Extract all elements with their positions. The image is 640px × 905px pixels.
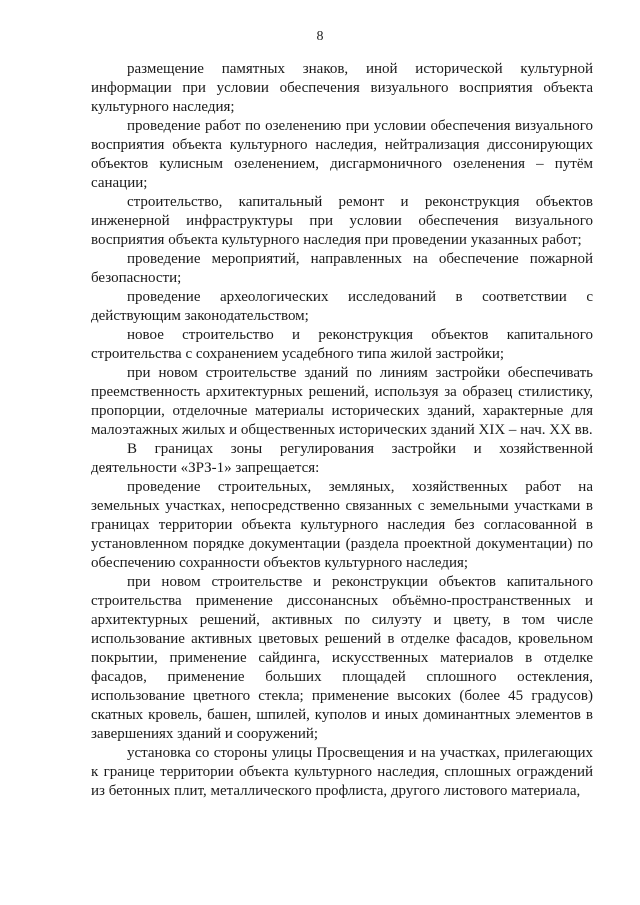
paragraph-fencing: установка со стороны улицы Просвещения и на участках, прилегающих к границе территории объекта культурного наследия, сплошных ограждений из бетонных плит, металлического профлиста, другого листового материала,	[91, 745, 593, 799]
paragraph-memorial-signs: размещение памятных знаков, иной исторической культурной информации при условии обеспечения визуального восприятия объекта культурного наследия;	[91, 61, 593, 115]
paragraph-infrastructure: строительство, капитальный ремонт и реконструкция объектов инженерной инфраструктуры при условии обеспечения визуального восприятия объекта культурного наследия при проведении указанных работ;	[91, 194, 593, 248]
paragraph-fire-safety: проведение мероприятий, направленных на обеспечение пожарной безопасности;	[91, 251, 593, 286]
paragraph-earthworks: проведение строительных, земляных, хозяйственных работ на земельных участках, непосредственно связанных с земельными участками в границах территории объекта культурного наследия без согласованной в установленном порядке документации (раздела проектной документации) по обеспечению сохранности объектов культурного наследия;	[91, 479, 593, 571]
paragraph-new-construction: новое строительство и реконструкция объектов капитального строительства с сохранением усадебного типа жилой застройки;	[91, 327, 593, 362]
paragraph-prohibited-heading: В границах зоны регулирования застройки и хозяйственной деятельности «ЗРЗ-1» запрещается:	[91, 441, 593, 476]
paragraph-landscaping: проведение работ по озеленению при условии обеспечения визуального восприятия объекта культурного наследия, нейтрализация диссонирующих объектов кулисным озеленением, дисгармоничного озеленения – путём санации;	[91, 118, 593, 191]
paragraph-dissonant-solutions: при новом строительстве и реконструкции объектов капитального строительства применение диссонансных объёмно-пространственных и архитектурных решений, активных по силуэту и цвету, в том числе использование активных цветовых решений в отделке фасадов, кровельном покрытии, применение сайдинга, искусственных материалов в отделке фасадов, применение больших площадей сплошного остекления, использование цветного стекла; применение высоких (более 45 градусов) скатных кровель, башен, шпилей, куполов и иных доминантных элементов в завершениях зданий и сооружений;	[91, 574, 593, 742]
paragraph-archaeology: проведение археологических исследований в соответствии с действующим законодательством;	[91, 289, 593, 324]
document-body	[91, 60, 593, 801]
paragraph-architectural-continuity: при новом строительстве зданий по линиям застройки обеспечивать преемственность архитектурных решений, используя за образец стилистику, пропорции, отделочные материалы исторических зданий, характерные для малоэтажных жилых и общественных исторических зданий XIX – нач. XX вв.	[91, 365, 593, 438]
page-number: 8	[316, 29, 324, 44]
